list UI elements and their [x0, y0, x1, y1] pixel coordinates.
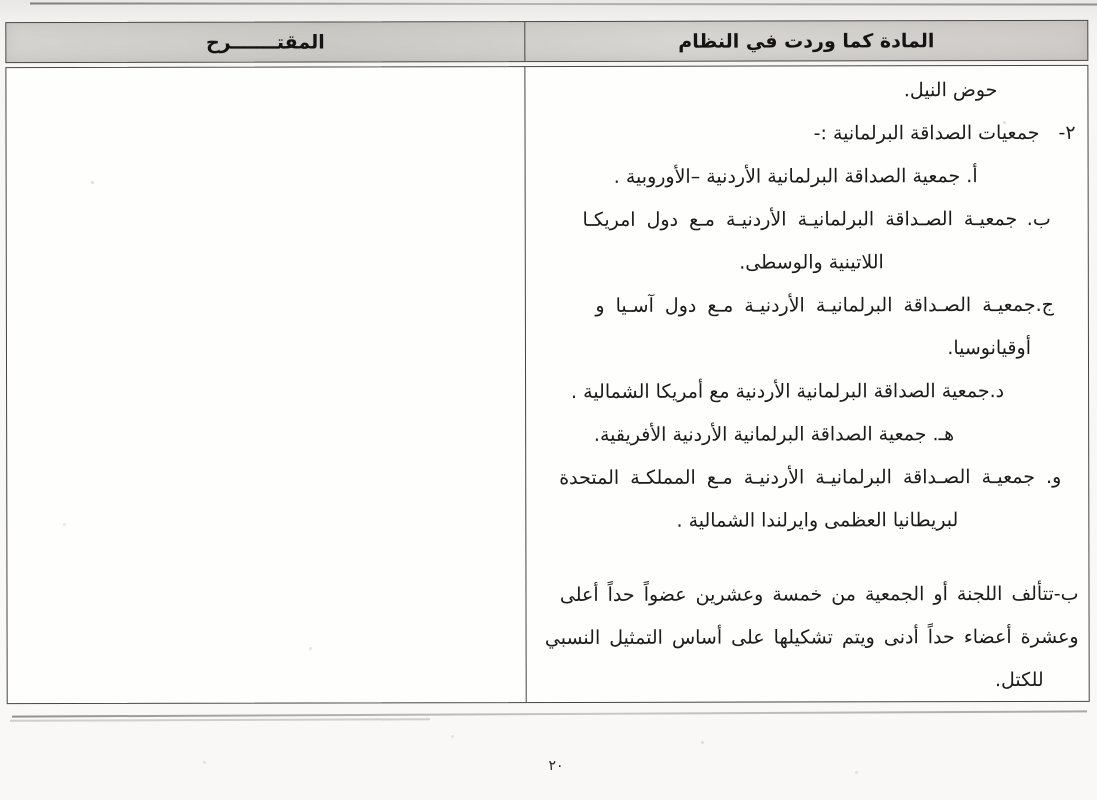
- article-line: وعشرة أعضاء حداً أدنى ويتم تشكيلها على أساس التمثيل النسبي: [544, 625, 1079, 650]
- article-line: ب-تتألف اللجنة أو الجمعية من خمسة وعشرين عضواً حداً أعلى: [559, 582, 1079, 606]
- article-line: أ. جمعية الصداقة البرلمانية الأردنية –الأوروبية .: [613, 165, 978, 188]
- scan-noise-speckles: [0, 0, 1, 1]
- article-line: للكتل.: [994, 668, 1044, 692]
- article-line: ج.جمعيـة الصـداقة البرلمانيـة الأردنيـة مـع دول آسـيا و: [595, 293, 1054, 317]
- header-cell-article: [525, 21, 1087, 61]
- proposal-cell-empty: [6, 67, 526, 703]
- article-cell: [525, 66, 1088, 702]
- paragraph-gap: [526, 542, 1088, 574]
- header-cell-proposal: [6, 22, 525, 62]
- article-line: ٢- جمعيات الصداقة البرلمانية :-: [813, 121, 1076, 145]
- table-body-row: [5, 65, 1089, 704]
- scan-artifact-bottom-line: [12, 710, 1087, 717]
- article-line: و. جمعيـة الصـداقة البرلمانيـة الأردنيـة مـع المملكـة المتحدة: [559, 465, 1062, 489]
- article-line: لبريطانيا العظمى وايرلندا الشمالية .: [676, 509, 959, 532]
- comparison-table: [5, 20, 1089, 704]
- header-label-proposal: المقتـــــــرح: [205, 30, 325, 54]
- article-line: حوض النيل.: [903, 79, 998, 102]
- scan-artifact-top-line: [30, 2, 1097, 5]
- article-line: اللاتينية والوسطى.: [739, 251, 884, 274]
- header-label-article: المادة كما وردت في النظام: [678, 29, 935, 53]
- article-line: ب. جمعيـة الصـداقة البرلمانيـة الأردنيـة مـع دول امريكـا: [582, 207, 1051, 231]
- scan-artifact-bottom-line-2: [10, 718, 430, 721]
- article-line: هـ. جمعية الصداقة البرلمانية الأردنية الأفريقية.: [593, 423, 955, 446]
- table-header-row: [5, 20, 1088, 63]
- article-line: أوقيانوسيا.: [947, 336, 1031, 360]
- page-number: ٢٠: [548, 758, 564, 774]
- article-line: د.جمعية الصداقة البرلمانية الأردنية مع أمريكا الشمالية .: [571, 380, 1005, 403]
